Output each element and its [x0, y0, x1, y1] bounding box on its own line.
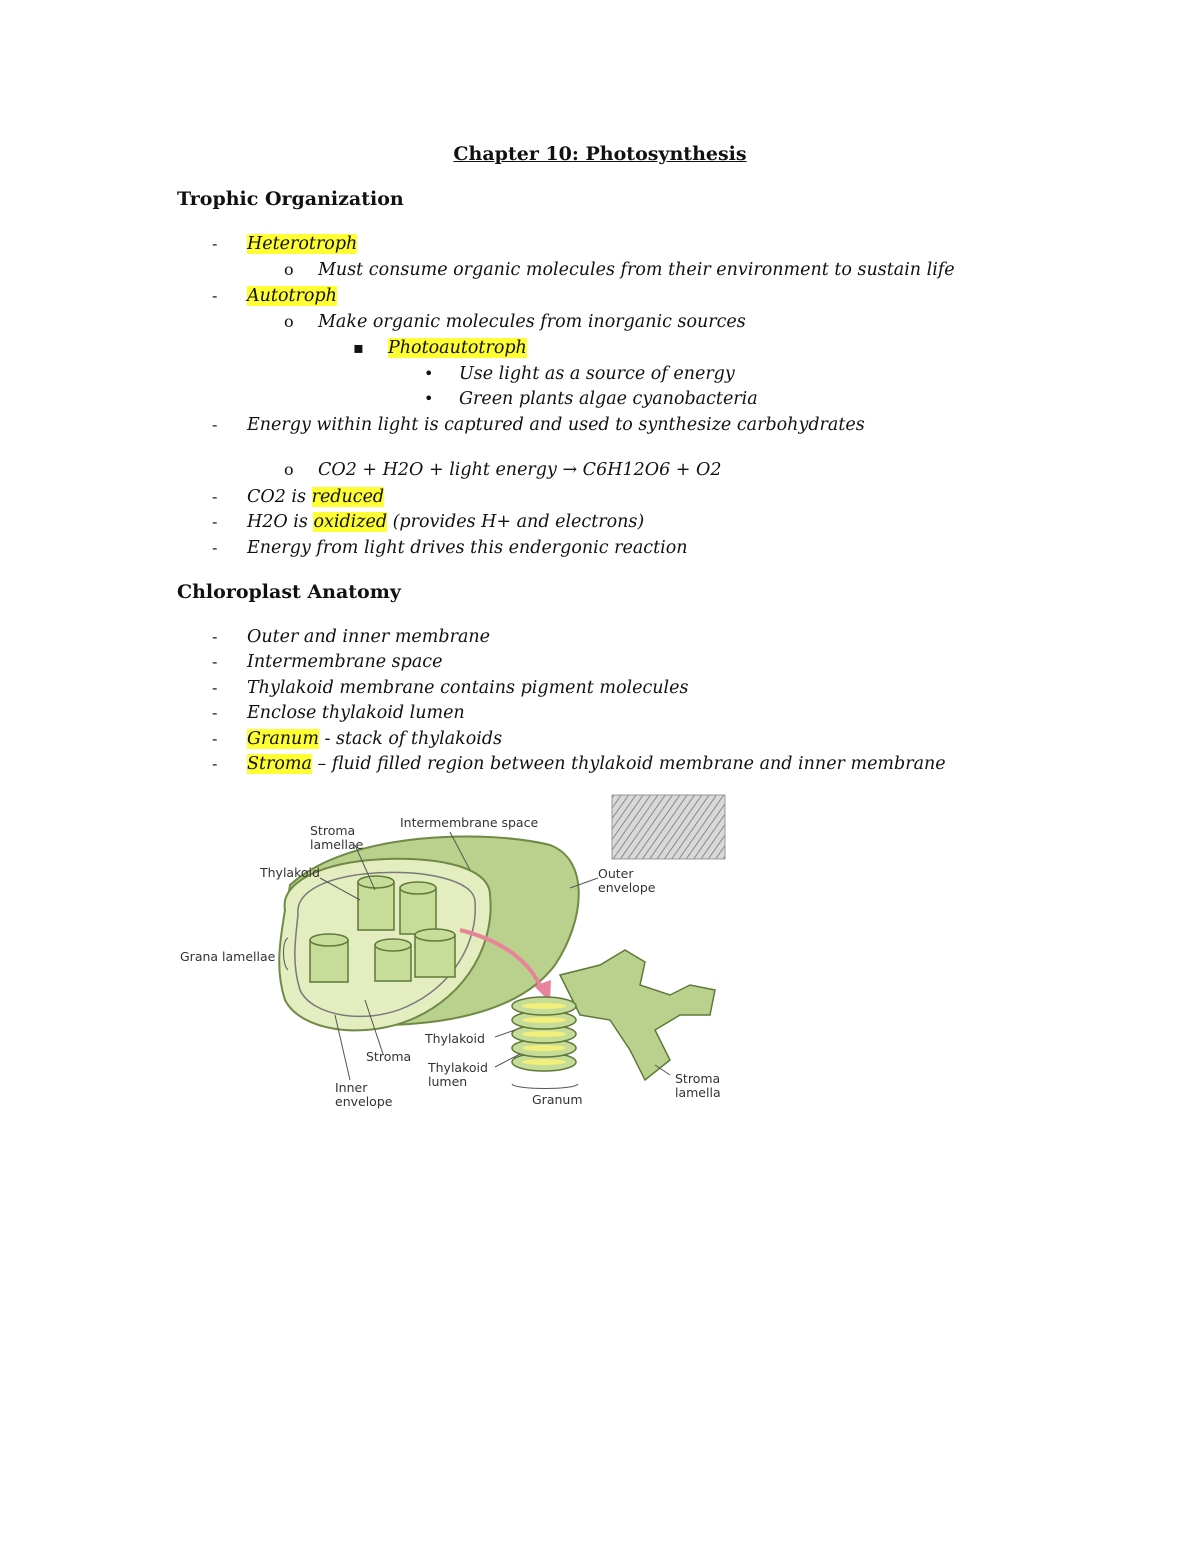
list-item-endergonic: Energy from light drives this endergonic reaction	[247, 538, 688, 558]
heading-trophic: Trophic Organization	[177, 188, 404, 210]
granum-def: - stack of thylakoids	[318, 729, 503, 749]
co2-text: CO2 is	[247, 487, 312, 507]
list-item-stroma	[247, 753, 946, 775]
list-item-photoautotroph	[388, 337, 527, 359]
list-item-heterotroph	[247, 233, 357, 255]
label-granum: Granum	[532, 1092, 583, 1107]
highlight-heterotroph: Heterotroph	[247, 234, 358, 254]
dash-marker: -	[212, 754, 218, 773]
list-item-granum	[247, 728, 502, 750]
circle-marker: o	[284, 312, 294, 331]
list-item-h2o	[247, 511, 644, 533]
list-item-energy: Energy within light is captured and used to synthesize carbohydrates	[247, 415, 865, 435]
dash-marker: -	[212, 678, 218, 697]
label-thylakoid-lumen-2: lumen	[428, 1074, 468, 1089]
label-outer-1: Outer	[598, 866, 634, 881]
highlight-reduced: reduced	[311, 487, 385, 507]
dash-marker: -	[212, 538, 218, 557]
dash-marker: -	[212, 729, 218, 748]
label-stroma-lamellae-2: lamellae	[310, 837, 364, 852]
heading-anatomy: Chloroplast Anatomy	[177, 581, 401, 603]
label-stroma-lamellae-1: Stroma	[310, 823, 356, 838]
list-item-photo-2: Green plants algae cyanobacteria	[459, 389, 758, 409]
highlight-granum: Granum	[247, 729, 319, 749]
circle-marker: o	[284, 460, 294, 479]
highlight-photoautotroph: Photoautotroph	[388, 338, 527, 358]
highlight-stroma: Stroma	[247, 754, 312, 774]
dash-marker: -	[212, 627, 218, 646]
dash-marker: -	[212, 652, 218, 671]
dash-marker: -	[212, 703, 218, 722]
micrograph-image	[612, 795, 725, 859]
h2o-rest: (provides H+ and electrons)	[387, 512, 645, 532]
granum-bracket	[512, 1084, 578, 1089]
list-item-membranes: Outer and inner membrane	[247, 627, 491, 647]
list-item-photo-1: Use light as a source of energy	[459, 364, 735, 384]
dash-marker: -	[212, 415, 218, 434]
list-item-autotroph	[247, 285, 337, 307]
circle-marker: o	[284, 260, 294, 279]
list-item-thylakoid: Thylakoid membrane contains pigment molecules	[247, 678, 689, 698]
label-inner-1: Inner	[335, 1080, 368, 1095]
bullet-marker: •	[424, 364, 434, 383]
label-inner-2: envelope	[335, 1094, 393, 1109]
dash-marker: -	[212, 512, 218, 531]
list-item-intermembrane: Intermembrane space	[247, 652, 443, 672]
list-item-autotroph-def: Make organic molecules from inorganic sources	[318, 312, 746, 332]
highlight-autotroph: Autotroph	[247, 286, 337, 306]
dash-marker: -	[212, 286, 218, 305]
label-thylakoid: Thylakoid	[260, 865, 320, 880]
highlight-oxidized: oxidized	[313, 512, 388, 532]
label-outer-2: envelope	[598, 880, 656, 895]
list-item-lumen: Enclose thylakoid lumen	[247, 703, 465, 723]
list-item-co2	[247, 486, 384, 508]
label-thylakoid-lumen-1: Thylakoid	[428, 1060, 488, 1075]
chloroplast-figure	[170, 790, 740, 1120]
square-marker: ▪	[353, 338, 364, 357]
dash-marker: -	[212, 234, 218, 253]
label-thylakoid-2: Thylakoid	[425, 1031, 485, 1046]
h2o-text: H2O is	[247, 512, 314, 532]
label-intermembrane-space: Intermembrane space	[400, 815, 539, 830]
stroma-lamella-shape	[560, 950, 715, 1080]
equation: CO2 + H2O + light energy → C6H12O6 + O2	[318, 460, 722, 480]
list-item-heterotroph-def: Must consume organic molecules from their environment to sustain life	[318, 260, 955, 280]
label-stroma-lamella-1: Stroma	[675, 1071, 721, 1086]
label-grana-lamellae: Grana lamellae	[180, 949, 276, 964]
dash-marker: -	[212, 487, 218, 506]
page-title: Chapter 10: Photosynthesis	[453, 143, 747, 165]
bullet-marker: •	[424, 389, 434, 408]
stroma-def: – fluid filled region between thylakoid membrane and inner membrane	[311, 754, 946, 774]
label-stroma-lamella-2: lamella	[675, 1085, 721, 1100]
label-stroma: Stroma	[366, 1049, 412, 1064]
